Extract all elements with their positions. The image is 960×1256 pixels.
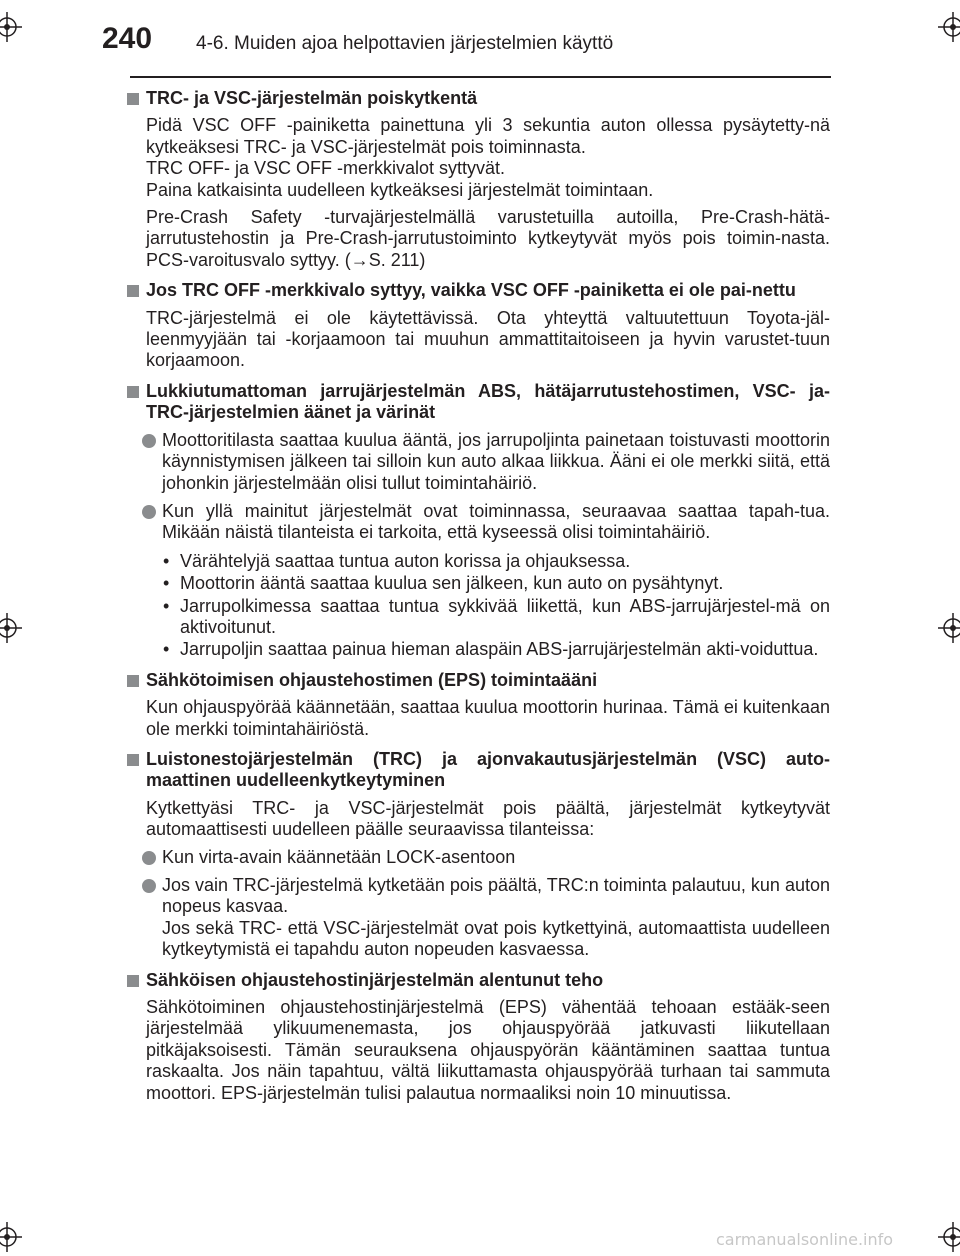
list-item: • Jarrupoljin saattaa painua hieman alaspäin ABS-jarrujärjestelmän akti-voiduttua. — [180, 639, 830, 660]
watermark: carmanualsonline.info — [716, 1230, 894, 1249]
section-eps-reduced-power — [126, 970, 830, 1104]
bullet-paragraph: Kun yllä mainitut järjestelmät ovat toiminnassa, seuraavaa saattaa tapah-tua. Mikään näistä tilanteista ei tarkoita, että kyseessä olisi toimintahäiriö. — [126, 501, 830, 544]
section-heading: Lukkiutumattoman jarrujärjestelmän ABS, hätäjarrutustehostimen, VSC- ja- TRC-järjestelmien äänet ja värinät — [126, 381, 830, 424]
registration-mark-icon — [938, 613, 960, 643]
bullet-paragraph: Moottoritilasta saattaa kuulua ääntä, jos jarrupoljinta painetaan toistuvasti moottorin käynnistymisen jälkeen tai silloin kun auto alkaa liikkua. Ääni ei ole merkki siitä, että johonkin järjestelmään olisi tullut toimintahäiriö. — [126, 430, 830, 494]
list-item: • Moottorin ääntä saattaa kuulua sen jälkeen, kun auto on pysähtynyt. — [180, 573, 830, 594]
section-eps-sound — [126, 670, 830, 740]
list-item: • Jarrupolkimessa saattaa tuntua sykkivää liikettä, kun ABS-jarrujärjestel-mä on aktivoitunut. — [180, 596, 830, 639]
registration-mark-icon — [0, 1222, 22, 1252]
bullet-paragraph: Jos vain TRC-järjestelmä kytketään pois päältä, TRC:n toiminta palautuu, kun auton nopeus kasvaa. Jos sekä TRC- että VSC-järjestelmät ovat pois kytkettyinä, automaattista uudelleen kytkeytymistä ei tapahdu auton nopeuden kasvaessa. — [126, 875, 830, 961]
round-bullet-icon — [142, 851, 156, 865]
section-trc-vsc-off — [126, 88, 830, 271]
round-bullet-icon — [142, 879, 156, 893]
round-bullet-icon — [142, 505, 156, 519]
header-divider — [130, 76, 831, 78]
registration-mark-icon — [0, 12, 22, 42]
section-heading: Jos TRC OFF -merkkivalo syttyy, vaikka VSC OFF -painiketta ei ole pai-nettu — [126, 280, 830, 301]
square-bullet-icon — [127, 386, 139, 398]
registration-mark-icon — [938, 1222, 960, 1252]
section-auto-reactivation — [126, 749, 830, 961]
paragraph: Kytkettyäsi TRC- ja VSC-järjestelmät pois päältä, järjestelmät kytkeytyvät automaattisesti uudelleen päälle seuraavissa tilanteissa: — [146, 797, 830, 840]
section-heading: Luistonestojärjestelmän (TRC) ja ajonvakautusjärjestelmän (VSC) auto-maattinen uudelleenkytkeytyminen — [126, 749, 830, 792]
paragraph: Pre-Crash Safety -turvajärjestelmällä varustetuilla autoilla, Pre-Crash-hätä-jarrutustehostin ja Pre-Crash-jarrutustoiminto kytkeytyvät myös pois toimin-nasta. PCS-varoitusvalo syttyy. (→S. 211) — [146, 207, 830, 270]
paragraph: Pidä VSC OFF -painiketta painettuna yli 3 sekuntia auton ollessa pysäytetty-nä kytkeäksesi TRC- ja VSC-järjestelmät pois toiminnasta. TRC OFF- ja VSC OFF -merkkivalot syttyvät. Paina katkaisinta uudelleen kytkeäksesi järjestelmät toimintaan. — [146, 115, 830, 200]
section-trc-off-indicator — [126, 280, 830, 372]
sub-list — [126, 551, 830, 661]
section-heading: TRC- ja VSC-järjestelmän poiskytkentä — [126, 88, 830, 109]
section-heading: Sähkötoimisen ohjaustehostimen (EPS) toimintaääni — [126, 670, 830, 691]
round-bullet-icon — [142, 434, 156, 448]
section-abs-sounds — [126, 381, 830, 661]
paragraph: Kun ohjauspyörää käännetään, saattaa kuulua moottorin hurinaa. Tämä ei kuitenkaan ole merkki toimintahäiriöstä. — [146, 697, 830, 739]
list-item: • Värähtelyjä saattaa tuntua auton korissa ja ohjauksessa. — [180, 551, 830, 572]
square-bullet-icon — [127, 93, 139, 105]
page-number: 240 — [102, 22, 153, 55]
paragraph: TRC-järjestelmä ei ole käytettävissä. Ota yhteyttä valtuutettuun Toyota-jäl-leenmyyjään tai -korjaamoon tai muuhun ammattitaitoiseen ja hyvin varustet-tuun korjaamoon. — [146, 307, 830, 371]
bullet-paragraph: Kun virta-avain käännetään LOCK-asentoon — [126, 847, 830, 868]
square-bullet-icon — [127, 754, 139, 766]
section-heading: Sähköisen ohjaustehostinjärjestelmän alentunut teho — [126, 970, 830, 991]
registration-mark-icon — [938, 12, 960, 42]
square-bullet-icon — [127, 675, 139, 687]
square-bullet-icon — [127, 975, 139, 987]
section-title: 4-6. Muiden ajoa helpottavien järjestelmien käyttö — [196, 33, 614, 54]
registration-mark-icon — [0, 613, 22, 643]
square-bullet-icon — [127, 285, 139, 297]
manual-content — [126, 88, 830, 1113]
paragraph: Sähkötoiminen ohjaustehostinjärjestelmä (EPS) vähentää tehoaan estääk-seen järjestelmää ylikuumenemasta, jos ohjauspyörää jatkuvasti liikutellaan pitkäjaksoisesti. Tämän seurauksena ohjauspyörän kääntäminen saattaa tuntua raskaalta. Jos näin tapahtuu, vältä liikuttamasta ohjauspyörää turhaan tai sammuta moottori. EPS-järjestelmän tulisi palautua normaaliksi noin 10 minuutissa. — [146, 997, 830, 1103]
